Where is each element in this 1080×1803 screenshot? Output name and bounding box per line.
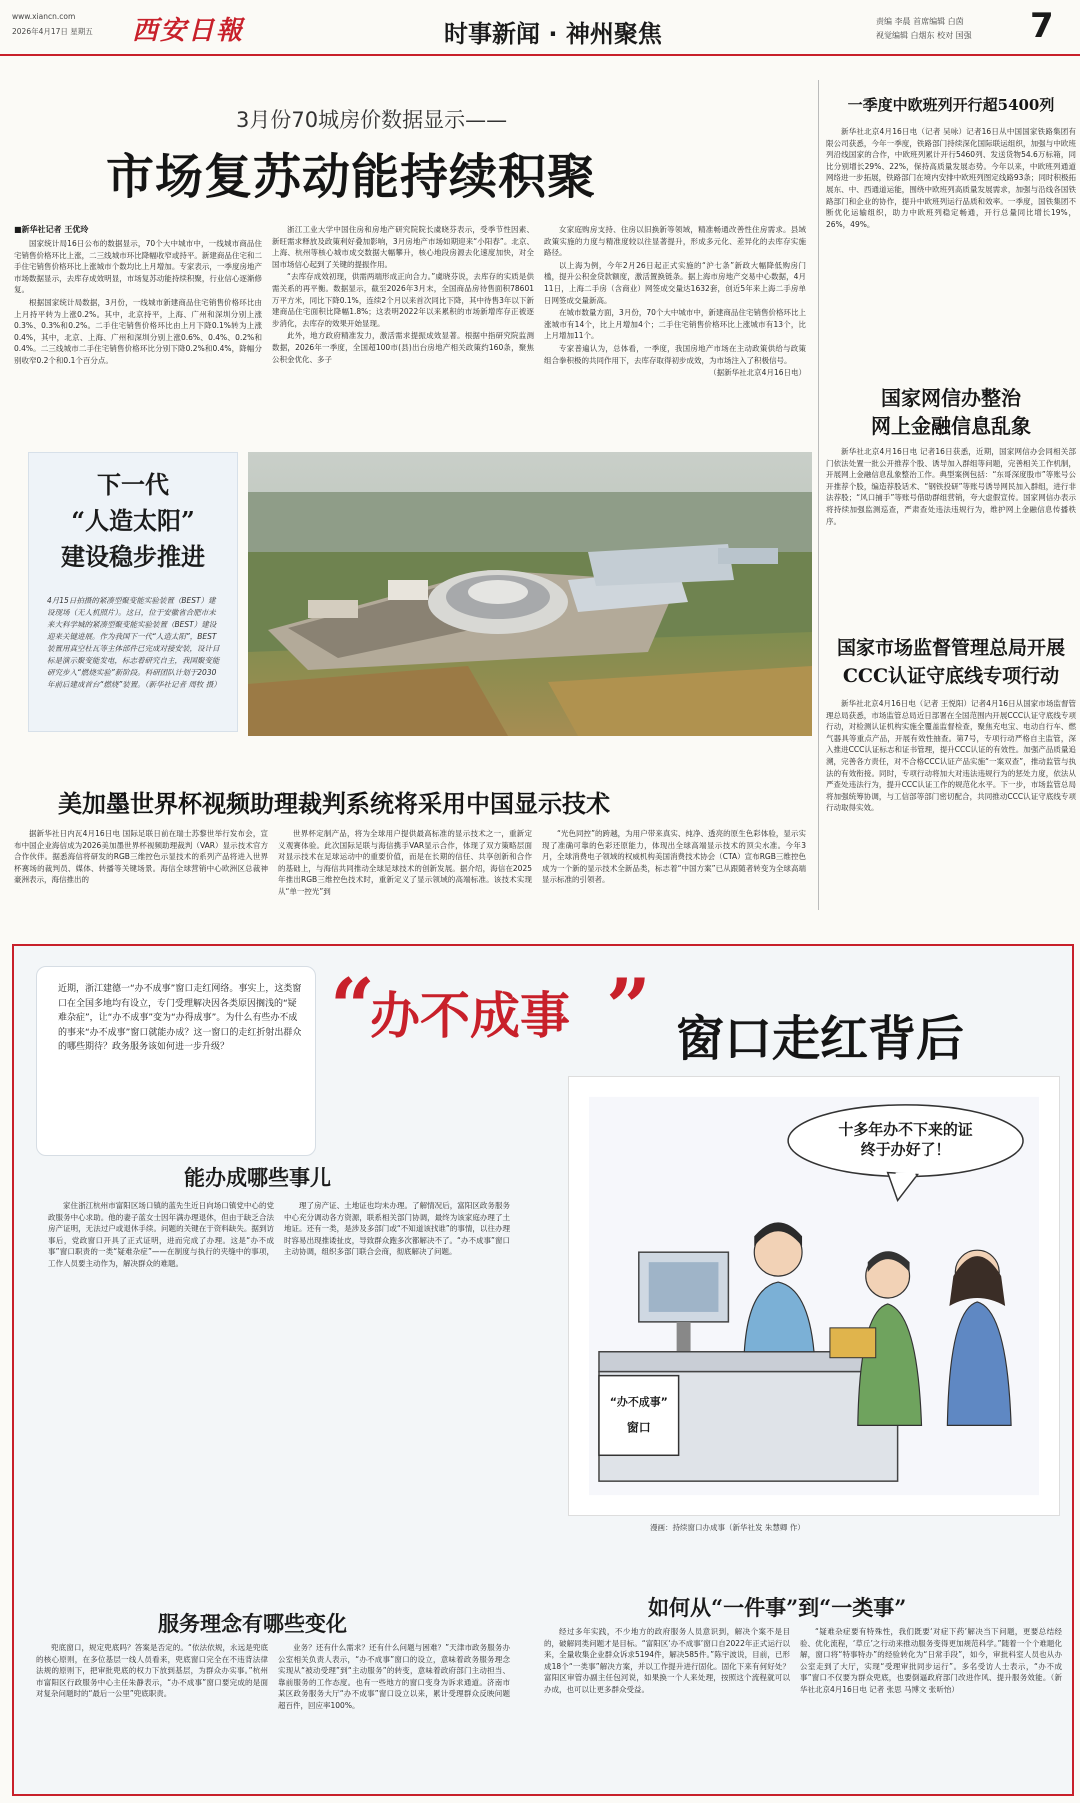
- fusion-title-line: “人造太阳”: [71, 506, 195, 535]
- worldcup-column-1: 据新华社日内瓦4月16日电 国际足联日前在瑞士苏黎世举行发布会，宣布中国企业海信成为2026美加墨世界杯视频助理裁判（VAR）显示技术官方合作伙伴。据悉海信将研发的RGB三维控色示显技术的系列产品将进入世界杯赛场的裁判员、媒体、转播等关键场景。海信全球营销中心欧洲区总裁神豪洲表示，海信推出的: [14, 829, 268, 885]
- section-2-column-1: 兜底窗口，规定兜底吗？答案是否定的。“依法依规，永远是兜底的核心原则，在多位基层一线人员看来，兜底窗口完全在不违背法律法规的原则下，把审批兜底的权力下放到基层，为群众办实事。”杭州市富阳区行政服务中心主任朱静表示，“办不成事”窗口要完成的是面对复杂问题时的“最后一公里”兜底职责。: [36, 1643, 268, 1699]
- site-url[interactable]: www.xiancn.com: [12, 12, 76, 21]
- lead-paragraph: 女家庭购房支持、住房以旧换新等领域，精准畅通改善性住房需求。县域政策实施的力度与精准度较以往显著提升，形成多元化、差异化的去库存实施路径。: [544, 225, 806, 258]
- section-3-column-1: 经过多年实践，不少地方的政府服务人员意识到，解决个案不是目的，破解同类问题才是目标。“富阳区‘办不成事’窗口自2022年正式运行以来，全量收集企业群众诉求5194件，解决585件。”陈宇波说，目前，已形成18个“一类事”解决方案，并以工作提升进行固化。固化下来有何好处？富阳区审管办副主任包河说，如果换一个人来处理，按照这个流程就可以办成，也可以让更多群众受益。: [544, 1627, 790, 1694]
- worldcup-headline: 美加墨世界杯视频助理裁判系统将采用中国显示技术: [58, 789, 610, 818]
- rail-headline-trains: 一季度中欧班列开行超5400列: [847, 96, 1055, 114]
- rail-text-trains: 新华社北京4月16日电（记者 吴咏）记者16日从中国国家铁路集团有限公司获悉，今年一季度，铁路部门持续深化国际联运组织，加强与中欧班列沿线国家的合作，中欧班列累计开行5460列、发送货物54.6万标箱，同比分别增长29%、22%，保持高质量发展态势。今年以来，中欧班列通道网络进一步拓展，铁路部门在境内安排中欧班列图定线路93条；同时积极拓展东、中、西通道运能，围绕中欧班列高质量发展需求，加强与沿线各国铁路部门和企业的协作，提升中欧班列运行品质和效率。一季度，国铁集团不断优化运输组织，助力中欧班列稳定畅通，开行总量同比增长19%，26%，49%。: [826, 127, 1076, 229]
- section-2-column-2: 业务？还有什么需求？还有什么问题与困难？”天津市政务服务办公室相关负责人表示，“办不成事”窗口的设立，意味着政务服务理念实现从“被动受理”到“主动服务”的转变，意味着政府部门主动担当、靠前服务的工作态度。也有一些地方的窗口变身为诉求通道。济南市某区政务服务大厅“办不成事”窗口设立以来，累计受理群众反映问题超百件，回应率100%。: [278, 1643, 510, 1710]
- worldcup-column-3: “光色同控”的跨越，为用户带来真实、纯净、透亮的原生色彩体验，显示实现了准确可靠的色彩还原能力，体现出全球高端显示技术的顶尖水准。今年3月，全球消费电子领域的权威机构美国消费技术协会（CTA）宣布RGB三维控色成为一个新的显示技术全新品类，标志着“中国方案”已从跟随者转变为全球高端显示标准的引领者。: [542, 829, 806, 885]
- fusion-sidebar: [28, 452, 238, 732]
- lead-column-2: [272, 224, 534, 366]
- rail-text-finance: 新华社北京4月16日电 记者16日获悉，近期，国家网信办会同相关部门依法处置一批公开推荐个股、诱导加入群组等问题，完善相关工作机制，开展网上金融信息乱象整治工作。典型案例包括：“东哥深度股市”等账号公开推荐个股，编造荐股话术、“钢铁投研”等账号诱导网民加入群组，进行非法荐股；“风口捕手”等账号借助群组营销，夸大虚假宣传。国家网信办表示将持续加强监测巡查，严肃查处违法违规行为，维护网上金融信息传播秩序。: [826, 447, 1076, 526]
- fusion-title: [29, 467, 237, 575]
- lead-paragraph: 在城市数量方面，3月份，70个大中城市中，新建商品住宅销售价格环比上涨城市有14个，比上月增加4个；二手住宅销售价格环比上涨城市有13个，比上月增加11个。: [544, 308, 806, 341]
- rail-headline-ccc: [826, 634, 1076, 690]
- page-number: 7: [1030, 6, 1054, 46]
- window-sign-text-2: 窗口: [626, 1420, 651, 1435]
- editors-line-2: 视觉编辑 白烟东 校对 国强: [876, 31, 972, 40]
- speech-text-line-2: 终于办好了！: [860, 1140, 951, 1159]
- lead-paragraph: 此外，地方政府精准发力，激活需求提振成效显著。根据中指研究院监测数据，2026年一季度，全国超100市(县)出台房地产相关政策约160条，聚焦公积金优化、多子: [272, 331, 534, 364]
- lead-source: （据新华社北京4月16日电）: [709, 368, 806, 378]
- lead-kicker: 3月份70城房价数据显示——: [236, 108, 508, 132]
- rail-headline-finance: [826, 384, 1076, 440]
- fusion-caption: 4月15日拍摄的紧凑型聚变能实验装置（BEST）建设现场（无人机照片）。这日，位于安徽省合肥市未来大科学城的紧凑型聚变能实验装置（BEST）建设迎来关键进展。作为我国下一代“人造太阳”，BEST装置用真空杜瓦等主体部件已完成对接安装，设计目标是演示聚变能发电，标志着研究自主，我国聚变能研究步入“燃烧实验”新阶段。科研团队计划于2030年前后建成首台“燃烧”装置。（新华社记者 周牧 摄）: [47, 596, 221, 689]
- fusion-title-line: 下一代: [97, 470, 169, 499]
- feature-big-word: 办不成事: [370, 986, 570, 1045]
- lead-paragraph: 浙江工业大学中国住房和房地产研究院院长虞晓芬表示，受季节性因素、新旺需求释放及政策利好叠加影响，3月房地产市场如期迎来“小阳春”。北京、上海、杭州等核心城市成交数据大幅攀升，核心地段房源去化速度加快，对全国市场信心起到了关键的提振作用。: [272, 225, 534, 269]
- section-3-column-2: “疑难杂症要有特殊性，我们既要‘对症下药’解决当下问题，更要总结经验、优化流程，‘草丘’之行动来推动服务变得更加规范科学。”随着一个个难题化解，窗口将“特事特办”的经验转化为“日常手段”，如今，审批科室人员也从办公室走到了大厅，实现“受理审批同步运行”。多名受访人士表示，“办不成事”窗口不仅要为群众兜底，也要倒逼政府部门改进作风、提升服务效能。（新华社北京4月16日电 记者 张思 马博文 张昕怡）: [800, 1627, 1062, 1694]
- section-1-title: 能办成哪些事儿: [184, 1165, 331, 1190]
- feature-open-quote: “: [330, 962, 375, 1053]
- illustration-caption: 漫画：持续窗口办成事（新华社发 朱慧卿 作）: [650, 1523, 805, 1532]
- feature-headline: 窗口走红背后: [676, 1011, 965, 1067]
- certificate-icon: [830, 1328, 876, 1358]
- rail-headline-line: 国家网信办整治: [881, 386, 1021, 410]
- section-1-column-1: 家住浙江杭州市富阳区场口镇的蓝先生近日向场口镇党中心的党政服务中心求助。他的妻子蓝女士因年满办理退休，但由于缺乏合法房产证明，无法过户或退休手续。问题的关键在于资料缺失。据到访事后，党政窗口开具了正式证明，进而完成了办理。这是“办不成事”窗口职责的一类“疑难杂症”——在制度与执行的夹缝中的事项，工作人员要主动作为，解决群众的难题。: [48, 1201, 274, 1268]
- rail-headline-line: 网上金融信息乱象: [871, 414, 1031, 438]
- feature-close-quote: ”: [606, 962, 651, 1053]
- section-3-title: 如何从“一件事”到“一类事”: [648, 1595, 907, 1620]
- rail-headline-line: 国家市场监督管理总局开展: [836, 637, 1065, 659]
- issue-date: 2026年4月17日 星期五: [12, 27, 93, 36]
- lead-column-1: [14, 238, 262, 368]
- speech-text-line-1: 十多年办不下来的证: [838, 1120, 973, 1139]
- section-2-title: 服务理念有哪些变化: [158, 1611, 347, 1636]
- rail-headline-line: CCC认证守底线专项行动: [842, 665, 1060, 687]
- lead-byline: ■新华社记者 王优玲: [14, 225, 89, 234]
- editors-line-1: 责编 李晨 首席编辑 白茵: [876, 17, 964, 26]
- lead-column-3: [544, 224, 806, 380]
- lead-paragraph: 以上海为例，今年2月26日起正式实施的“沪七条”新政大幅降低购房门槛，提升公积金贷款额度，激活置换链条。据上海市房地产交易中心数据，4月11日，上海二手房（含商业）网签成交量达1632套，创近5年来上海二手房单日网签成交量新高。: [544, 260, 806, 305]
- lead-paragraph: “去库存成效初现，供需两端形成正向合力。”虞晓芬说，去库存的实质是供需关系的再平衡。数据显示，截至2026年3月末，全国商品房待售面积78601万平方米，同比下降0.1%，连续2个月以来首次同比下降，其中待售3年以下新建商品住宅面积比降幅1.8%；这表明2022年以来累积的市场新增库存正被逐步消化，去库存的效果开始显现。: [272, 272, 534, 328]
- window-sign: [599, 1376, 679, 1456]
- lead-headline: 市场复苏动能持续积聚: [106, 149, 597, 205]
- cartoon-illustration: [568, 1076, 1060, 1516]
- section-1-column-2: 理了房产证、土地证也均未办理。了解情况后，富阳区政务服务中心充分调动各方资源，联系相关部门协调，最终为该家庭办理了土地证。还有一类，是涉及多部门或“不知道该找谁”的事情，以往办理时容易出现推诿扯皮，导致群众跑多次都解决不了。“办不成事”窗口主动协调，组织多部门联合会商，彻底解决了问题。: [284, 1201, 510, 1257]
- lead-paragraph: 国家统计局16日公布的数据显示，70个大中城市中，一线城市商品住宅销售价格环比上涨，二三线城市环比降幅收窄或持平。新建商品住宅和二手住宅销售价格环比上涨城市个数均比上月增加。专家表示，一季度房地产市场数据显示，去库存成效明显，市场复苏动能持续积聚，行业信心逐渐修复。: [14, 239, 262, 295]
- lead-paragraph: 根据国家统计局数据，3月份，一线城市新建商品住宅销售价格环比由上月持平转为上涨0.2%。其中，北京持平，上海、广州和深圳分别上涨0.3%、0.3%和0.2%。二手住宅销售价格环比由上月下降0.1%转为上涨0.4%，其中，北京、上海、广州和深圳分别上涨0.6%、0.4%、0.2%和0.4%。二三线城市二手住宅销售价格环比分别下降0.2%和0.4%，降幅分别收窄0.2个和0.1个百分点。: [14, 297, 262, 365]
- feature-intro-text: 近期，浙江建德一“办不成事”窗口走红网络。事实上，这类窗口在全国多地均有设立，专门受理解决因各类原因搁浅的“疑难杂症”，让“办不成事”变为“办得成事”。为什么有些办不成的事来“办不成事”窗口就能办成？这一窗口的走红折射出群众的哪些期待？政务服务该如何进一步升级？: [58, 984, 302, 1052]
- newspaper-logo: 西安日報: [132, 16, 245, 46]
- window-sign-text-1: “办不成事”: [609, 1395, 668, 1409]
- lead-paragraph: 专家普遍认为，总体看，一季度，我国房地产市场在主动政策供给与政策组合拳积极的共同作用下，去库存取得初步成效，为市场注入了积极信号。: [544, 343, 806, 365]
- rail-text-ccc: 新华社北京4月16日电（记者 王悦阳）记者4月16日从国家市场监督管理总局获悉，市场监管总局近日部署在全国范围内开展CCC认证守底线专项行动，对检测认证机构实施全覆盖监督检查，聚焦充电宝、电动自行车、燃气器具等重点产品，开展有效性抽查。第7号，专项行动严格自主监管，深入推进CCC认证标志和证书管理，提升CCC认证的有效性。加强产品质量追溯，完善各方责任，对不合格CCC认证产品实施“一案双查”，推动监管与执法的有效衔接。同时，专项行动将加大对违法违规行为的惩处力度，依法从严查处违法行为，提升CCC认证工作的规范化水平。下一步，市场监管总局将加强统筹协调，与工信部等部门密切配合，共同推动CCC认证守底线专项行动取得实效。: [826, 699, 1076, 813]
- fusion-title-line: 建设稳步推进: [61, 542, 205, 571]
- section-title: 时事新闻 · 神州聚焦: [444, 20, 662, 48]
- fusion-site-photo: [248, 452, 812, 736]
- worldcup-column-2: 世界杯定制产品，将为全球用户提供最高标准的显示技术之一，重新定义观赛体验。此次国际足联与海信携手VAR显示合作，体现了双方策略层面对显示技术在足球运动中的重要价值，而是在长期的信任、共享创新和合作的基础上，与海信共同推动全球足球技术的创新发展。据介绍，海信在2025年推出RGB三维控色技术时，重新定义了显示领域的高端标准。该技术实现从“单一控光”到: [278, 829, 532, 896]
- column-divider: [818, 80, 819, 910]
